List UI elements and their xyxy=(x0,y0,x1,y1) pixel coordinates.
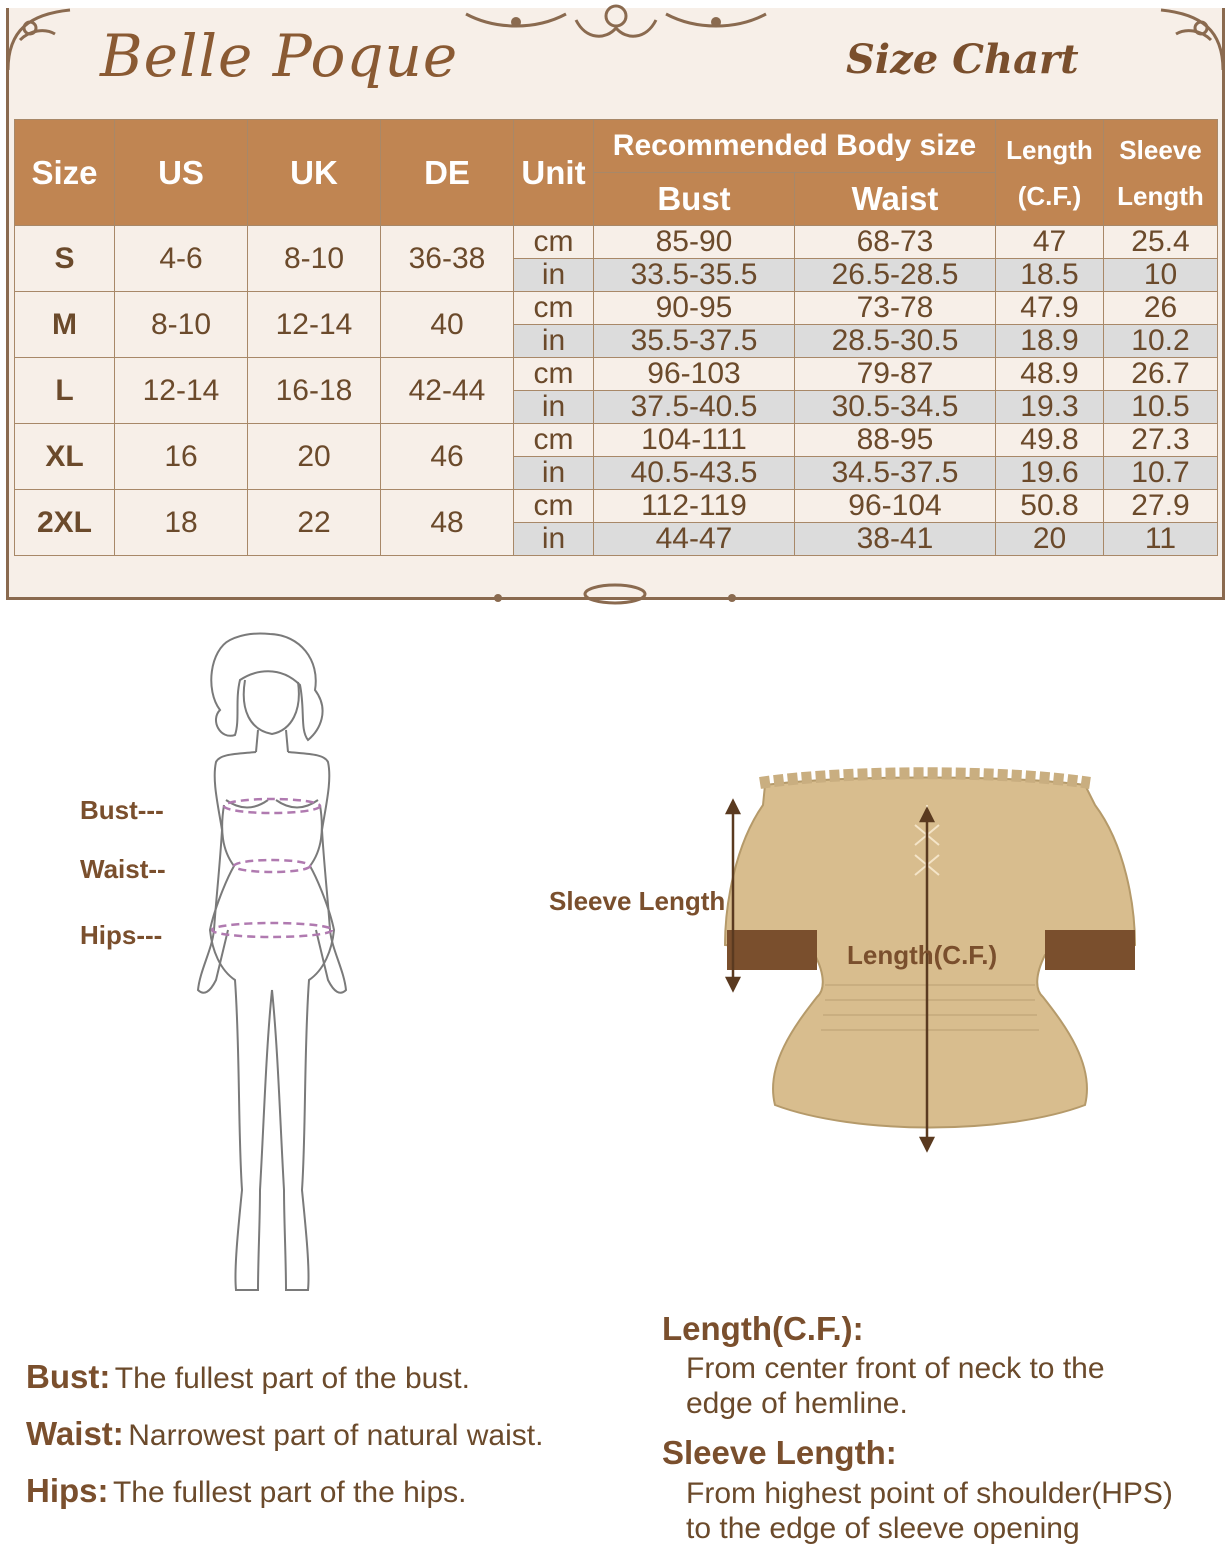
figure-label-hips: Hips--- xyxy=(80,920,163,950)
length-cell: 49.8 xyxy=(996,424,1104,457)
desc-waist xyxy=(26,1415,543,1453)
us-cell: 16 xyxy=(115,424,248,490)
desc-length-key: Length(C.F.): xyxy=(662,1310,864,1347)
table-row xyxy=(15,358,1218,391)
waist-cell: 28.5-30.5 xyxy=(795,325,996,358)
bust-cell: 85-90 xyxy=(594,226,795,259)
size-cell: 2XL xyxy=(15,490,115,556)
size-cell: XL xyxy=(15,424,115,490)
sleeve-cell: 10.5 xyxy=(1104,391,1218,424)
unit-cell: cm xyxy=(514,424,594,457)
bust-cell: 112-119 xyxy=(594,490,795,523)
size-cell: S xyxy=(15,226,115,292)
bust-cell: 104-111 xyxy=(594,424,795,457)
desc-bust xyxy=(26,1358,470,1396)
sleeve-cell: 27.9 xyxy=(1104,490,1218,523)
sleeve-cell: 26 xyxy=(1104,292,1218,325)
uk-cell: 12-14 xyxy=(248,292,381,358)
sleeve-cell: 10 xyxy=(1104,259,1218,292)
body-figure-icon xyxy=(180,630,370,1295)
length-cell: 47 xyxy=(996,226,1104,259)
header-uk: UK xyxy=(248,120,381,226)
garment-label-sleeve: Sleeve Length xyxy=(549,886,726,916)
unit-cell: in xyxy=(514,457,594,490)
header-waist: Waist xyxy=(795,173,996,226)
waist-cell: 38-41 xyxy=(795,523,996,556)
sleeve-cell: 25.4 xyxy=(1104,226,1218,259)
desc-hips-value: The fullest part of the hips. xyxy=(112,1476,467,1509)
header-sleeve xyxy=(1104,120,1218,226)
bust-cell: 35.5-37.5 xyxy=(594,325,795,358)
waist-cell: 68-73 xyxy=(795,226,996,259)
header-us: US xyxy=(115,120,248,226)
bottom-ornament-icon xyxy=(480,580,750,610)
header-unit: Unit xyxy=(514,120,594,226)
us-cell: 12-14 xyxy=(115,358,248,424)
unit-cell: cm xyxy=(514,358,594,391)
header-sleeve-line1: Sleeve xyxy=(1119,134,1202,165)
desc-waist-key: Waist: xyxy=(26,1415,124,1452)
brand-logo: Belle Poque xyxy=(100,22,459,90)
unit-cell: in xyxy=(514,523,594,556)
sleeve-cell: 10.2 xyxy=(1104,325,1218,358)
us-cell: 4-6 xyxy=(115,226,248,292)
unit-cell: in xyxy=(514,259,594,292)
uk-cell: 20 xyxy=(248,424,381,490)
de-cell: 42-44 xyxy=(381,358,514,424)
sleeve-cell: 10.7 xyxy=(1104,457,1218,490)
header-sleeve-line2: Length xyxy=(1117,180,1204,211)
us-cell: 18 xyxy=(115,490,248,556)
desc-sleeve-value-2: to the edge of sleeve opening xyxy=(686,1512,1080,1545)
table-row xyxy=(15,292,1218,325)
top-ornament-icon xyxy=(456,0,776,46)
bust-cell: 96-103 xyxy=(594,358,795,391)
bust-cell: 37.5-40.5 xyxy=(594,391,795,424)
desc-sleeve-key: Sleeve Length: xyxy=(662,1434,897,1471)
desc-bust-value: The fullest part of the bust. xyxy=(114,1362,470,1395)
bust-cell: 44-47 xyxy=(594,523,795,556)
unit-cell: in xyxy=(514,325,594,358)
waist-cell: 88-95 xyxy=(795,424,996,457)
header-de: DE xyxy=(381,120,514,226)
corner-ornament-right-icon xyxy=(1135,0,1231,80)
header-size: Size xyxy=(15,120,115,226)
waist-cell: 73-78 xyxy=(795,292,996,325)
size-cell: L xyxy=(15,358,115,424)
waist-cell: 30.5-34.5 xyxy=(795,391,996,424)
bust-cell: 33.5-35.5 xyxy=(594,259,795,292)
de-cell: 48 xyxy=(381,490,514,556)
uk-cell: 22 xyxy=(248,490,381,556)
length-cell: 50.8 xyxy=(996,490,1104,523)
desc-length-value-2: edge of hemline. xyxy=(686,1387,908,1420)
desc-bust-key: Bust: xyxy=(26,1358,111,1395)
desc-waist-value: Narrowest part of natural waist. xyxy=(128,1419,544,1452)
bust-cell: 40.5-43.5 xyxy=(594,457,795,490)
unit-cell: cm xyxy=(514,490,594,523)
length-cell: 48.9 xyxy=(996,358,1104,391)
page-title: Size Chart xyxy=(846,36,1079,83)
unit-cell: in xyxy=(514,391,594,424)
waist-cell: 79-87 xyxy=(795,358,996,391)
header-length-line1: Length xyxy=(1006,134,1093,165)
header-bust: Bust xyxy=(594,173,795,226)
desc-hips-key: Hips: xyxy=(26,1472,109,1509)
uk-cell: 16-18 xyxy=(248,358,381,424)
header-length-line2: (C.F.) xyxy=(1017,180,1082,211)
figure-label-waist: Waist-- xyxy=(80,854,166,884)
table-row xyxy=(15,226,1218,259)
length-cell: 18.9 xyxy=(996,325,1104,358)
corner-ornament-left-icon xyxy=(0,0,96,80)
unit-cell: cm xyxy=(514,292,594,325)
length-cell: 19.3 xyxy=(996,391,1104,424)
size-cell: M xyxy=(15,292,115,358)
length-cell: 47.9 xyxy=(996,292,1104,325)
de-cell: 46 xyxy=(381,424,514,490)
header-length xyxy=(996,120,1104,226)
waist-cell: 34.5-37.5 xyxy=(795,457,996,490)
waist-cell: 26.5-28.5 xyxy=(795,259,996,292)
us-cell: 8-10 xyxy=(115,292,248,358)
uk-cell: 8-10 xyxy=(248,226,381,292)
garment-label-length: Length(C.F.) xyxy=(847,940,998,970)
bust-cell: 90-95 xyxy=(594,292,795,325)
length-cell: 19.6 xyxy=(996,457,1104,490)
desc-sleeve-value-1: From highest point of shoulder(HPS) xyxy=(686,1477,1173,1510)
length-cell: 20 xyxy=(996,523,1104,556)
waist-cell: 96-104 xyxy=(795,490,996,523)
size-table xyxy=(14,119,1218,556)
table-row xyxy=(15,490,1218,523)
sleeve-cell: 27.3 xyxy=(1104,424,1218,457)
sleeve-cell: 26.7 xyxy=(1104,358,1218,391)
sleeve-cell: 11 xyxy=(1104,523,1218,556)
figure-label-bust: Bust--- xyxy=(80,795,164,825)
unit-cell: cm xyxy=(514,226,594,259)
de-cell: 40 xyxy=(381,292,514,358)
desc-hips xyxy=(26,1472,466,1510)
header-recommended: Recommended Body size xyxy=(594,120,996,173)
length-cell: 18.5 xyxy=(996,259,1104,292)
de-cell: 36-38 xyxy=(381,226,514,292)
table-row xyxy=(15,424,1218,457)
desc-length-value-1: From center front of neck to the xyxy=(686,1352,1105,1385)
